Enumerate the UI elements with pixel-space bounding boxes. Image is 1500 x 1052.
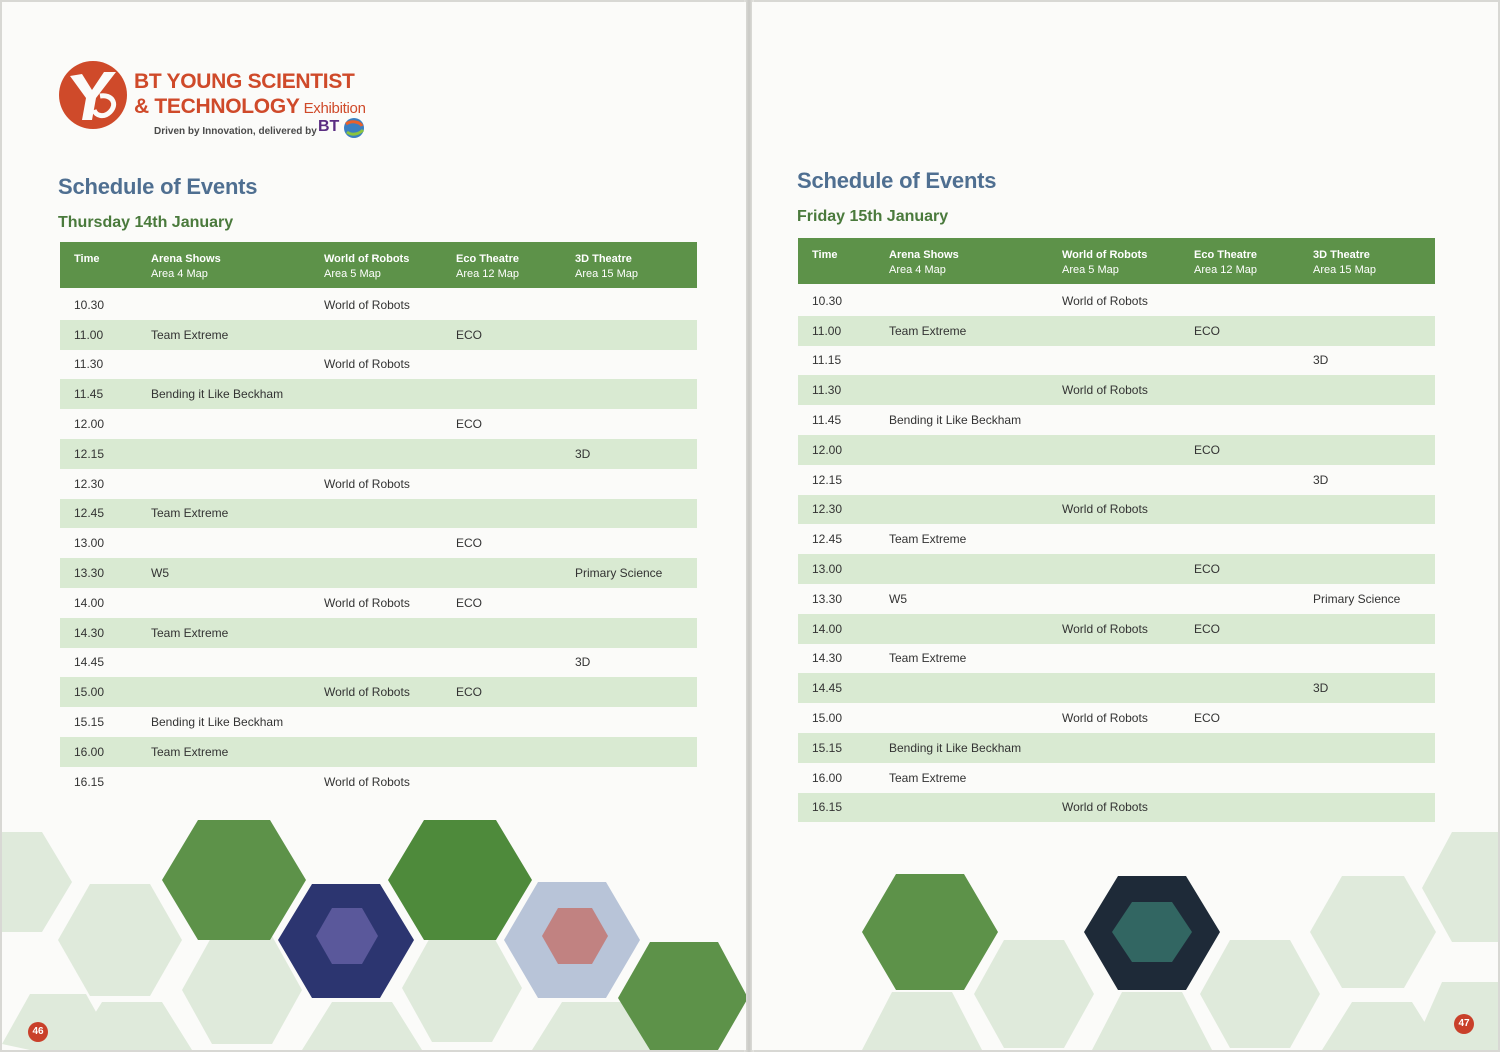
cell-eco-theatre: ECO: [456, 685, 483, 700]
right-schedule-table: [798, 238, 1435, 822]
right-page: [752, 2, 1498, 1050]
table-row: [798, 405, 1435, 435]
right-table-body: [798, 286, 1435, 822]
cell-arena-shows: W5: [889, 591, 907, 606]
header-title: 3D Theatre: [1313, 249, 1370, 261]
cell-time: 13.30: [74, 566, 105, 581]
header-title: 3D Theatre: [575, 253, 632, 265]
cell-time: 14.00: [74, 595, 105, 610]
table-row: [60, 558, 697, 588]
cell-time: 12.45: [74, 506, 105, 521]
green-hexagon-1: [162, 820, 306, 940]
table-row: [60, 350, 697, 380]
cell-arena-shows: Bending it Like Beckham: [889, 740, 1022, 755]
green-hexagon-2: [388, 820, 532, 940]
table-row: [60, 707, 697, 737]
header-title: World of Robots: [1062, 249, 1148, 261]
logo-line-1: BT YOUNG SCIENTIST: [134, 70, 355, 93]
header-eco-theatre: [456, 242, 575, 288]
cell-time: 12.30: [74, 476, 105, 491]
header-3d-theatre: [575, 242, 697, 288]
table-row: [798, 465, 1435, 495]
cell-arena-shows: Team Extreme: [889, 532, 967, 547]
cell-time: 11.30: [74, 357, 104, 372]
cell-3d-theatre: 3D: [575, 655, 591, 670]
left-page-number: 46: [28, 1022, 48, 1042]
table-row: [798, 524, 1435, 554]
cell-arena-shows: Team Extreme: [151, 506, 229, 521]
left-schedule-title: Schedule of Events: [58, 174, 258, 199]
table-row: [60, 767, 697, 797]
header-arena-shows: [889, 238, 1062, 284]
header-3d-theatre: [1313, 238, 1435, 284]
cell-world-of-robots: World of Robots: [1062, 502, 1148, 517]
cell-eco-theatre: ECO: [1194, 562, 1221, 577]
table-row: [798, 644, 1435, 674]
cell-time: 14.00: [812, 621, 843, 636]
cell-arena-shows: Team Extreme: [151, 625, 229, 640]
cell-time: 12.15: [74, 446, 105, 461]
cell-eco-theatre: ECO: [1194, 621, 1221, 636]
cell-eco-theatre: ECO: [1194, 442, 1221, 457]
right-table-header: [798, 238, 1435, 284]
cell-time: 15.00: [74, 685, 105, 700]
cell-time: 11.15: [812, 353, 842, 368]
header-title: Eco Theatre: [456, 253, 519, 265]
table-row: [60, 439, 697, 469]
cell-arena-shows: Team Extreme: [151, 327, 229, 342]
ys-logo-icon: [56, 58, 130, 132]
cell-3d-theatre: Primary Science: [575, 566, 663, 581]
cell-world-of-robots: World of Robots: [1062, 621, 1148, 636]
cell-time: 10.30: [812, 293, 843, 308]
cell-world-of-robots: World of Robots: [324, 685, 410, 700]
cell-world-of-robots: World of Robots: [324, 297, 410, 312]
cell-time: 15.15: [74, 715, 105, 730]
cell-arena-shows: Bending it Like Beckham: [151, 715, 284, 730]
table-row: [60, 648, 697, 678]
cell-world-of-robots: World of Robots: [324, 595, 410, 610]
header-subtitle: Area 12 Map: [456, 268, 519, 280]
cell-time: 14.30: [74, 625, 105, 640]
cell-world-of-robots: World of Robots: [324, 774, 410, 789]
table-row: [798, 733, 1435, 763]
cell-time: 14.30: [812, 651, 843, 666]
cell-arena-shows: Team Extreme: [889, 770, 967, 785]
table-row: [798, 763, 1435, 793]
cell-eco-theatre: ECO: [1194, 711, 1221, 726]
cell-3d-theatre: 3D: [1313, 472, 1329, 487]
right-day-title: Friday 15th January: [797, 208, 949, 225]
table-row: [798, 435, 1435, 465]
table-row: [798, 673, 1435, 703]
header-eco-theatre: [1194, 238, 1313, 284]
header-world-of-robots: [1062, 238, 1194, 284]
table-row: [798, 793, 1435, 823]
left-table-header: [60, 242, 697, 288]
header-subtitle: Area 15 Map: [1313, 264, 1376, 276]
table-row: [60, 737, 697, 767]
table-row: [60, 618, 697, 648]
cell-eco-theatre: ECO: [456, 417, 483, 432]
cell-3d-theatre: 3D: [1313, 681, 1329, 696]
table-row: [60, 677, 697, 707]
header-arena-shows: [151, 242, 324, 288]
cell-time: 16.15: [74, 774, 105, 789]
cell-time: 11.30: [812, 383, 842, 398]
logo-technology-text: & TECHNOLOGY: [134, 95, 300, 118]
logo-line-2: [134, 95, 366, 119]
cell-arena-shows: Team Extreme: [889, 651, 967, 666]
cell-time: 10.30: [74, 297, 105, 312]
cell-world-of-robots: World of Robots: [1062, 711, 1148, 726]
bt-globe-icon: [342, 116, 366, 140]
header-subtitle: Area 4 Map: [151, 268, 208, 280]
header-time: [60, 242, 151, 288]
table-row: [798, 346, 1435, 376]
left-page: [2, 2, 746, 1050]
cell-arena-shows: Team Extreme: [151, 744, 229, 759]
header-subtitle: Area 15 Map: [575, 268, 638, 280]
header-subtitle: Area 12 Map: [1194, 264, 1257, 276]
cell-time: 11.00: [812, 323, 842, 338]
cell-world-of-robots: World of Robots: [324, 357, 410, 372]
cell-world-of-robots: World of Robots: [1062, 293, 1148, 308]
cell-time: 15.00: [812, 711, 843, 726]
logo-tagline: Driven by Innovation, delivered by: [154, 126, 317, 137]
green-hexagon-4: [862, 874, 998, 990]
right-page-number: 47: [1454, 1014, 1474, 1034]
cell-3d-theatre: Primary Science: [1313, 591, 1401, 606]
header-title: Arena Shows: [151, 253, 221, 265]
cell-3d-theatre: 3D: [575, 446, 591, 461]
header-title: Time: [74, 253, 100, 265]
cell-time: 14.45: [812, 681, 843, 696]
header-title: World of Robots: [324, 253, 410, 265]
cell-world-of-robots: World of Robots: [1062, 800, 1148, 815]
cell-time: 11.45: [74, 387, 104, 402]
table-row: [798, 614, 1435, 644]
cell-eco-theatre: ECO: [456, 595, 483, 610]
cell-time: 13.30: [812, 591, 843, 606]
table-row: [798, 495, 1435, 525]
header-title: Time: [812, 249, 838, 261]
right-hexagon-decoration: [752, 832, 1498, 1050]
table-row: [60, 469, 697, 499]
cell-arena-shows: Team Extreme: [889, 323, 967, 338]
cell-time: 16.00: [812, 770, 843, 785]
cell-arena-shows: W5: [151, 566, 169, 581]
table-row: [60, 379, 697, 409]
cell-arena-shows: Bending it Like Beckham: [889, 413, 1022, 428]
cell-eco-theatre: ECO: [1194, 323, 1221, 338]
cell-time: 12.45: [812, 532, 843, 547]
table-row: [60, 588, 697, 618]
table-row: [798, 375, 1435, 405]
table-row: [798, 584, 1435, 614]
bt-young-scientist-logo: [56, 58, 386, 148]
header-time: [798, 238, 889, 284]
cell-time: 14.45: [74, 655, 105, 670]
table-row: [60, 499, 697, 529]
cell-time: 11.45: [812, 413, 842, 428]
header-subtitle: Area 5 Map: [1062, 264, 1119, 276]
cell-time: 16.00: [74, 744, 105, 759]
cell-time: 12.00: [812, 442, 843, 457]
header-subtitle: Area 5 Map: [324, 268, 381, 280]
cell-world-of-robots: World of Robots: [324, 476, 410, 491]
cell-time: 15.15: [812, 740, 843, 755]
table-row: [798, 554, 1435, 584]
table-row: [798, 286, 1435, 316]
left-day-title: Thursday 14th January: [58, 214, 234, 231]
cell-3d-theatre: 3D: [1313, 353, 1329, 368]
cell-world-of-robots: World of Robots: [1062, 383, 1148, 398]
left-table-body: [60, 290, 697, 797]
cell-eco-theatre: ECO: [456, 327, 483, 342]
table-row: [60, 290, 697, 320]
table-row: [60, 528, 697, 558]
cell-time: 12.00: [74, 417, 105, 432]
left-schedule-table: [60, 242, 697, 797]
cell-time: 13.00: [812, 562, 843, 577]
bt-wordmark: BT: [318, 118, 340, 135]
logo-exhibition-text: Exhibition: [303, 100, 366, 117]
table-row: [60, 409, 697, 439]
cell-time: 13.00: [74, 536, 105, 551]
cell-time: 12.30: [812, 502, 843, 517]
cell-eco-theatre: ECO: [456, 536, 483, 551]
header-world-of-robots: [324, 242, 456, 288]
table-row: [798, 703, 1435, 733]
right-schedule-title: Schedule of Events: [797, 168, 997, 193]
header-title: Arena Shows: [889, 249, 959, 261]
table-row: [798, 316, 1435, 346]
cell-time: 12.15: [812, 472, 843, 487]
cell-time: 11.00: [74, 327, 104, 342]
cell-time: 16.15: [812, 800, 843, 815]
header-title: Eco Theatre: [1194, 249, 1257, 261]
table-row: [60, 320, 697, 350]
left-hexagon-decoration: [2, 812, 746, 1050]
cell-arena-shows: Bending it Like Beckham: [151, 387, 284, 402]
header-subtitle: Area 4 Map: [889, 264, 946, 276]
